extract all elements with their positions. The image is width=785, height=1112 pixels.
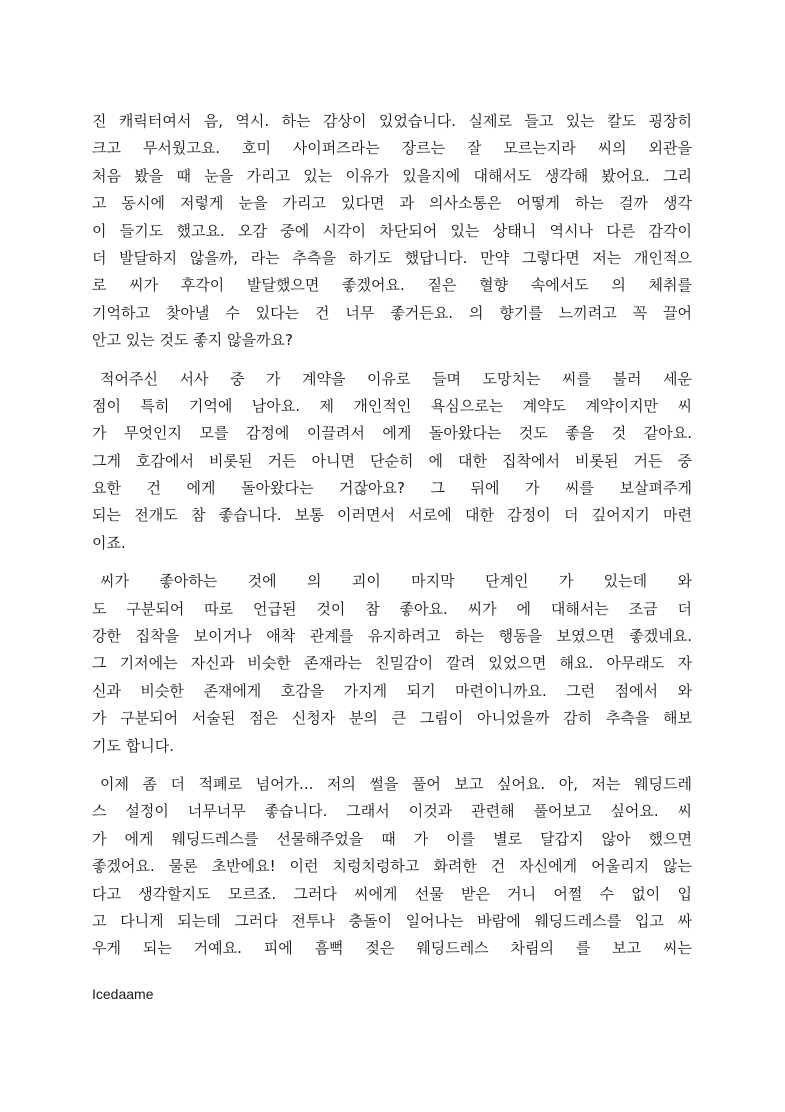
text-line: 적어주신 서사 중 가 계약을 이유로 들며 도망치는 씨를 불러 세운 [100,369,692,388]
paragraph-4 [92,771,692,963]
text-line: 더 발달하지 않을까, 라는 추측을 하기도 했답니다. 만약 그렇다면 저는 개인적으 [92,248,692,267]
text-line: 이제 좀 더 적폐로 넘어가... 저의 썰을 풀어 보고 싶어요. 아, 저는 웨딩드레 [100,774,692,793]
text-line: 다고 생각할지도 모르죠. 그러다 씨에게 선물 받은 거니 어쩔 수 없이 입 [92,884,692,903]
text-line: 그게 호감에서 비롯된 거든 아니면 단순히 에 대한 집착에서 비롯된 거든 중 [92,451,692,470]
text-line: 진 캐릭터여서 음, 역시. 하는 감상이 있었습니다. 실제로 들고 있는 칼도 굉장히 [92,112,692,130]
text-line: 처음 봤을 때 눈을 가리고 있는 이유가 있을지에 대해서도 생각해 봤어요. 그리 [92,166,692,185]
text-line: 이 들기도 했고요. 오감 중에 시각이 차단되어 있는 상태니 역시나 다른 감각이 [92,221,692,240]
paragraph-3 [92,568,692,760]
paragraph-2 [92,366,692,558]
author-signature: Icedaame [92,986,154,1002]
paragraph-1 [92,108,692,355]
text-line: 점이 특히 기억에 남아요. 제 개인적인 욕심으로는 계약도 계약이지만 씨 [92,396,692,415]
text-line: 우게 되는 거예요. 피에 흠뻑 젖은 웨딩드레스 차림의 를 보고 씨는 [92,939,692,958]
text-line: 기도 합니다. [92,736,174,755]
text-line: 요한 건 에게 돌아왔다는 거잖아요? 그 뒤에 가 씨를 보살펴주게 [92,479,692,498]
text-line: 좋겠어요. 물론 초반에요! 이런 치렁치렁하고 화려한 건 자신에게 어울리지 않는 [92,857,692,876]
text-line: 고 다니게 되는데 그러다 전투나 충돌이 일어나는 바람에 웨딩드레스를 입고 싸 [92,911,692,930]
text-line: 도 구분되어 따로 언급된 것이 참 좋아요. 씨가 에 대해서는 조금 더 [92,599,692,618]
text-line: 신과 비슷한 존재에게 호감을 가지게 되기 마련이니까요. 그런 점에서 와 [92,681,692,700]
text-line: 안고 있는 것도 좋지 않을까요? [92,331,293,350]
text-line: 씨가 좋아하는 것에 의 괴이 마지막 단계인 가 있는데 와 [100,572,692,591]
text-line: 기억하고 찾아낼 수 있다는 건 너무 좋거든요. 의 향기를 느끼려고 꼭 끌어 [92,303,692,322]
text-line: 로 씨가 후각이 발달했으면 좋겠어요. 짙은 혈향 속에서도 의 체취를 [92,276,692,295]
text-line: 가 무엇인지 모를 감정에 이끌려서 에게 돌아왔다는 것도 좋을 것 같아요. [92,424,692,443]
text-line: 강한 집착을 보이거나 애착 관계를 유지하려고 하는 행동을 보였으면 좋겠네요. [92,627,692,646]
text-line: 그 기저에는 자신과 비슷한 존재라는 친밀감이 깔려 있었으면 해요. 아무래도 자 [92,654,692,673]
text-line: 크고 무서웠고요. 호미 사이퍼즈라는 장르는 잘 모르는지라 씨의 외관을 [92,139,692,158]
text-line: 이죠. [92,533,126,552]
document-body [92,108,692,974]
text-line: 가 에게 웨딩드레스를 선물해주었을 때 가 이를 별로 달갑지 않아 했으면 [92,829,692,848]
text-line: 되는 전개도 참 좋습니다. 보통 이러면서 서로에 대한 감정이 더 깊어지기 마련 [92,506,692,525]
text-line: 스 설정이 너무너무 좋습니다. 그래서 이것과 관련해 풀어보고 싶어요. 씨 [92,802,692,821]
text-line: 가 구분되어 서술된 점은 신청자 분의 큰 그림이 아니었을까 감히 추측을 해보 [92,709,692,728]
text-line: 고 동시에 저렇게 눈을 가리고 있다면 과 의사소통은 어떻게 하는 걸까 생각 [92,194,692,213]
